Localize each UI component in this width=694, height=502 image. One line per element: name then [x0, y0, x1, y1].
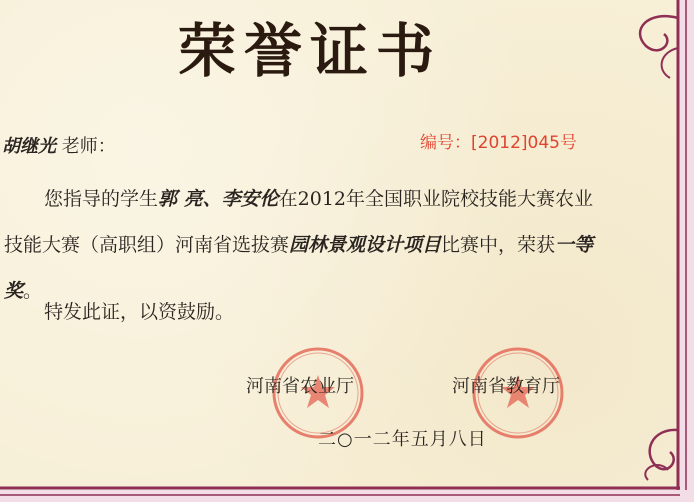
issuer-agriculture-dept: 河南省农业厅 [246, 376, 354, 397]
issuer-education-dept: 河南省教育厅 [452, 376, 560, 397]
decorative-border-bottom [0, 480, 694, 502]
recipient-suffix: 老师： [56, 136, 116, 157]
body-part-3: 比赛中，荣获 [441, 234, 556, 256]
body-part-4: 。 [23, 280, 43, 302]
recipient-name: 胡继光 [2, 136, 56, 157]
decorative-border-right [608, 0, 694, 502]
certificate-title: 荣誉证书 [177, 17, 442, 85]
body-part-2: 在2012年全国职业院校技能大赛农业技能大赛（高职组）河南省选拔赛 [4, 188, 593, 256]
closing-text: 特发此证，以资鼓励。 [44, 301, 235, 323]
recipient-line [2, 132, 116, 158]
project-name: 园林景观设计项目 [289, 234, 442, 256]
certificate-number: 编号：[2012]045号 [420, 133, 577, 153]
award-level: 一等奖 [4, 234, 594, 302]
body-part-1: 您指导的学生 [44, 188, 159, 210]
certificate-body [4, 176, 608, 314]
student-names: 郭 亮、李安伦 [158, 188, 279, 210]
issue-date: 二○一二年五月八日 [318, 429, 487, 450]
